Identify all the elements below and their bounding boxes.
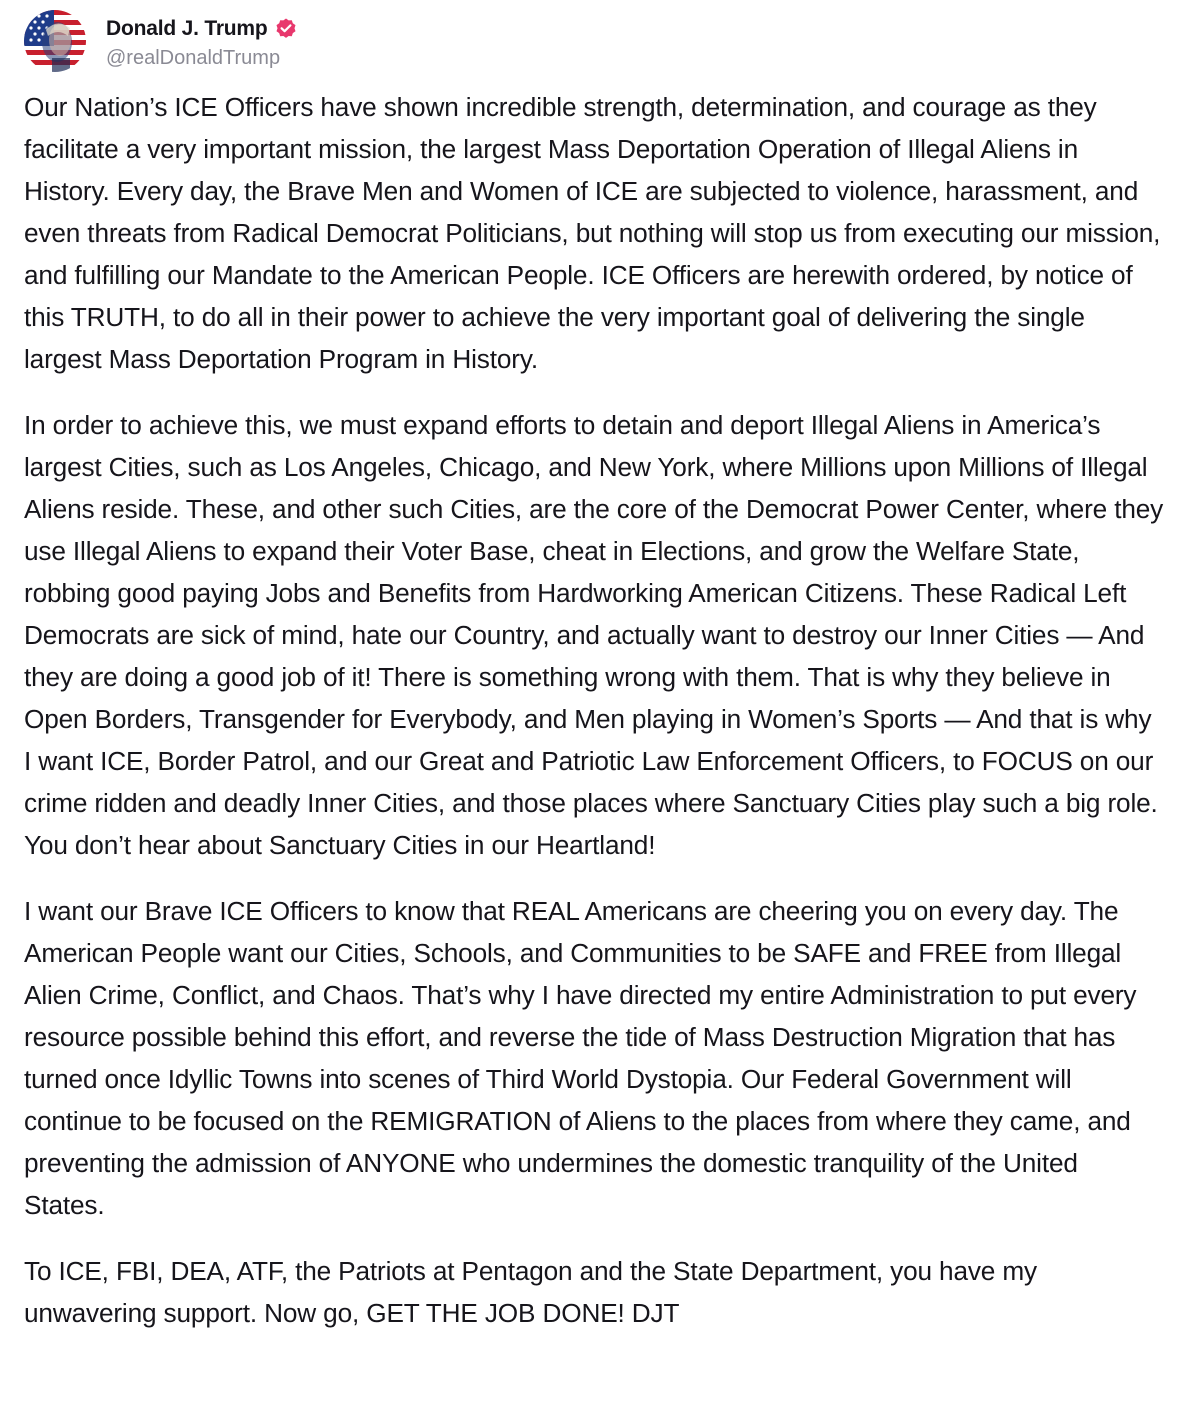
author-display-name[interactable]: Donald J. Trump (106, 16, 268, 40)
post-body (24, 86, 1164, 1358)
post-paragraph: I want our Brave ICE Officers to know that REAL Americans are cheering you on every day. The American People want our Cities, Schools, and Communities to be SAFE and FREE from Illegal Alien Crime, Conflict, and Chaos. That’s why I have directed my entire Administration to put every resource possible behind this effort, and reverse the tide of Mass Destruction Migration that has turned once Idyllic Towns into scenes of Third World Dystopia. Our Federal Government will continue to be focused on the REMIGRATION of Aliens to the places from where they came, and preventing the admission of ANYONE who undermines the domestic tranquility of the United States. (24, 896, 1137, 1220)
post-header (24, 8, 298, 74)
author-handle[interactable]: @realDonaldTrump (106, 46, 281, 69)
avatar[interactable] (24, 10, 86, 72)
post-paragraph: In order to achieve this, we must expand efforts to detain and deport Illegal Aliens in America’s largest Cities, such as Los Angeles, Chicago, and New York, where Millions upon Millions of Illegal Aliens reside. These, and other such Cities, are the core of the Democrat Power Center, where they use Illegal Aliens to expand their Voter Base, cheat in Elections, and grow the Welfare State, robbing good paying Jobs and Benefits from Hardworking American Citizens. These Radical Left Democrats are sick of mind, hate our Country, and actually want to destroy our Inner Cities — And they are doing a good job of it! There is something wrong with them. That is why they believe in Open Borders, Transgender for Everybody, and Men playing in Women’s Sports — And that is why I want ICE, Border Patrol, and our Great and Patriotic Law Enforcement Officers, to FOCUS on our crime ridden and deadly Inner Cities, and those places where Sanctuary Cities play such a big role. You don’t hear about Sanctuary Cities in our Heartland! (24, 410, 1164, 860)
avatar-flag-portrait-icon (24, 10, 86, 72)
name-row (106, 13, 298, 45)
post-paragraph: To ICE, FBI, DEA, ATF, the Patriots at Pentagon and the State Department, you have my unwavering support. Now go, GET THE JOB DONE! DJT (24, 1256, 1037, 1328)
post-paragraph: Our Nation’s ICE Officers have shown incredible strength, determination, and courage as they facilitate a very important mission, the largest Mass Deportation Operation of Illegal Aliens in History. Every day, the Brave Men and Women of ICE are subjected to violence, harassment, and even threats from Radical Democrat Politicians, but nothing will stop us from executing our mission, and fulfilling our Mandate to the American People. ICE Officers are herewith ordered, by notice of this TRUTH, to do all in their power to achieve the very important goal of delivering the single largest Mass Deportation Program in History. (24, 92, 1161, 374)
verified-badge-icon (274, 17, 298, 41)
author-identity (106, 13, 298, 70)
